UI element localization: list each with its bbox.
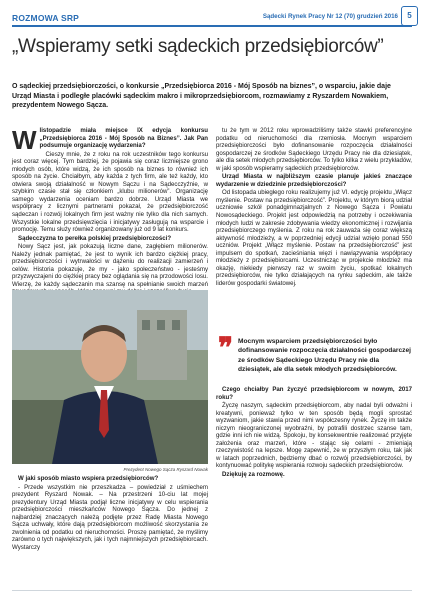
left-column xyxy=(12,127,208,297)
page-header xyxy=(0,0,424,28)
answer-3: - Przede wszystkim nie przeszkadza – powiedział z uśmiechem prezydent Ryszard Nowak. – Na przestrzeni 10-ciu lat mojej prezydentury Urząd Miasta podjął liczne inicjatywy w celu wspierania przedsiębiorczości mieszkańców Nowego Sącza. Do jednej z najbardziej znaczących należą podjęte przez Radę Miasta Nowego Sącza uchwały, które dają przedsiębiorcom możliwość skorzystania ze zwolnienia od podatku od nieruchomości. Proszę pamiętać, że myślimy zarówno o tych największych, jak i tych najmniejszych przedsiębiorcach. Wystarczy xyxy=(12,483,208,551)
page-number: 5 xyxy=(401,6,418,26)
answer-2: Nowy Sącz jest, jak pokazują liczne dane, zagłębiem milionerów. Należy jednak pamiętać, że jest to wynik ich bardzo ciężkiej pracy, przedsiębiorczości i wytrwałości w dążeniu do realizacji zamierzeń i celów. Historia pokazuje, że my - jako społeczeństwo - jesteśmy przyzwyczajeni do ciężkiej pracy bez oglądania się na przodowości losu. Wierzę, że każdy sądeczanin ma szansę na spełnianie swoich marzeń xyxy=(12,243,208,288)
left-column-lower xyxy=(12,475,208,552)
answer-1: Cieszy mnie, że z roku na rok uczestników tego konkursu jest coraz więcej. Tym bardziej, że pojawia się coraz liczniejsze grono młodych osób, które widzą, że ich sposób na biznes to również ich sposób na życie. Chciałbym, aby każda z tych firm, ale też każdy, kto otwiera swoją działalność w Nowym Sączu i na Sądecczyźnie, w szybkim czasie stał się członkiem „klubu milionerów”. Organizację samego wydarzenia oceniam bardzo dobrze. Urząd Miasta we współpracy z licznymi partnerami pokazał, że przedsiębiorczość sądeczan i rozwój lokalnych firm jest ważny nie tylko dla nich samych. Wszystkie lokalne przedsięwzięcia i inicjatywy zasługują na wsparcie i promocję. Temu służy również organizowany już od 9 lat konkurs. xyxy=(12,150,208,234)
question-5: Czego chciałby Pan życzyć przedsiębiorcom w nowym, 2017 roku? xyxy=(216,386,412,401)
question-1-text: listopadzie miała miejsce IX edycja konkursu „Przedsiębiorca 2016 - Mój Sposób na Biznes”. Jak Pan podsumuje organizację wydarzenia? xyxy=(39,127,208,150)
question-2: Sądecczyzna to perełka polskiej przedsiębiorczości? xyxy=(18,234,172,242)
answer-4: Od listopada ubiegłego roku realizujemy już VI. edycję projektu „Włącz myślenie. Postaw na przedsiębiorczość”. Projektu, w którym biorą udział uczniowie szkół ponadgimnazjalnych z Nowego Sącza i Powiatu Nowosądeckiego. Projekt jest odpowiedzią na potrzeby i oczekiwania młodych ludzi w zakresie zdobywania wiedzy ekonomicznej i rozwijania przedsiębiorczego myślenia. Z roku na rok zauważa się coraz większą aktywność młodzieży, a w poprzedniej edycji udział wzięło ponad 550 uczniów. Projekt „Włącz myślenie. Postaw na przedsiębiorczość” jest impulsem do spotkań, zacieśniania więzi i nawiązywania współpracy młodzieży z przedsiębiorcami. Uczestnicząc w projekcie młodzież ma okazję, niekiedy pierwszy raz w swoim życiu, spotkać lokalnych przedsiębiorców, nie tylko działających na rynku sądeckim, ale także liderów gospodarki światowej. xyxy=(216,189,413,287)
answer-5: Życzę naszym, sądeckim przedsiębiorcom, aby nadal byli odważni i kreatywni, ponieważ tylko w ten sposób będą mogli sprostać wyzwaniom, jakie stawia przed nimi współczesny rynek. Życzę im także niczym nieograniczonej wyobraźni, by potrafili dostrzec szanse tam, gdzie inni ich nie widzą. Spokoju, by konsekwentnie realizować przyjęte założenia oraz marzeń, które - stając się celami - zmieniają rzeczywistość na lepsze. Mogę zapewnić, że w przyszłym roku, tak jak w latach poprzednich, będziemy dbać o rozwój przedsiębiorczości, by kontynuować politykę wspierania rozwoju sądeckich przedsiębiorców. xyxy=(216,402,412,470)
question-4: Urząd Miasta w najbliższym czasie planuje jakieś znaczące wydarzenie w dziedzinie przedsiębiorczości? xyxy=(216,173,412,188)
issue-info: Sądecki Rynek Pracy Nr 12 (70) grudzień 2016 xyxy=(262,13,398,20)
question-1 xyxy=(12,125,208,155)
answer-3-continued: tu że tym w 2012 roku wprowadziliśmy także stawki preferencyjne podatku od nieruchomości dla rzemiosła. Mocnym wsparciem przedsiębiorczości było dofinansowanie rozpoczęcia działalności gospodarczej ze środków Sądeckiego Urzędu Pracy nie dla dziesiątek, ale dla setek młodych przedsiębiorców. To tylko kilka z wielu przykładów, w jaki sposób wspieramy sądeckich przedsiębiorców. xyxy=(216,127,412,172)
article-lead: O sądeckiej przedsiębiorczości, o konkursie „Przedsiębiorca 2016 - Mój Sposób na biznes”, o wsparciu, jakie daje Urząd Miasta i podległe placówki sądeckim makro i mikroprzedsiębiorcom, rozmawiamy z Ryszardem Nowakiem, prezydentem Nowego Sącza. xyxy=(12,83,391,110)
portrait-photo xyxy=(12,290,208,464)
pull-quote xyxy=(216,333,412,375)
quote-mark-icon: ❞ xyxy=(218,333,234,364)
drop-cap: W xyxy=(12,125,37,155)
footer-rule xyxy=(12,590,412,591)
question-3: W jaki sposób miasto wspiera przedsiębiorców? xyxy=(18,475,159,482)
portrait-illustration xyxy=(12,290,208,464)
section-label: ROZMOWA SRP xyxy=(12,13,80,23)
closing-line: Dziękuję za rozmowę. xyxy=(222,471,285,479)
photo-caption: Prezydent Nowego Sącza Ryszard Nowak xyxy=(123,467,208,472)
right-column xyxy=(216,127,412,288)
header-rule xyxy=(12,25,412,27)
right-column-lower xyxy=(216,386,412,480)
article-title: „Wspieramy setki sądeckich przedsiębiorców” xyxy=(12,36,384,57)
pull-quote-text: Mocnym wsparciem przedsiębiorczości było dofinansowanie rozpoczęcia działalności gospodarczej ze środków Sądeckiego Urzędu Pracy nie dla dziesiątek, ale dla setek młodych przedsiębiorców. xyxy=(238,338,411,374)
